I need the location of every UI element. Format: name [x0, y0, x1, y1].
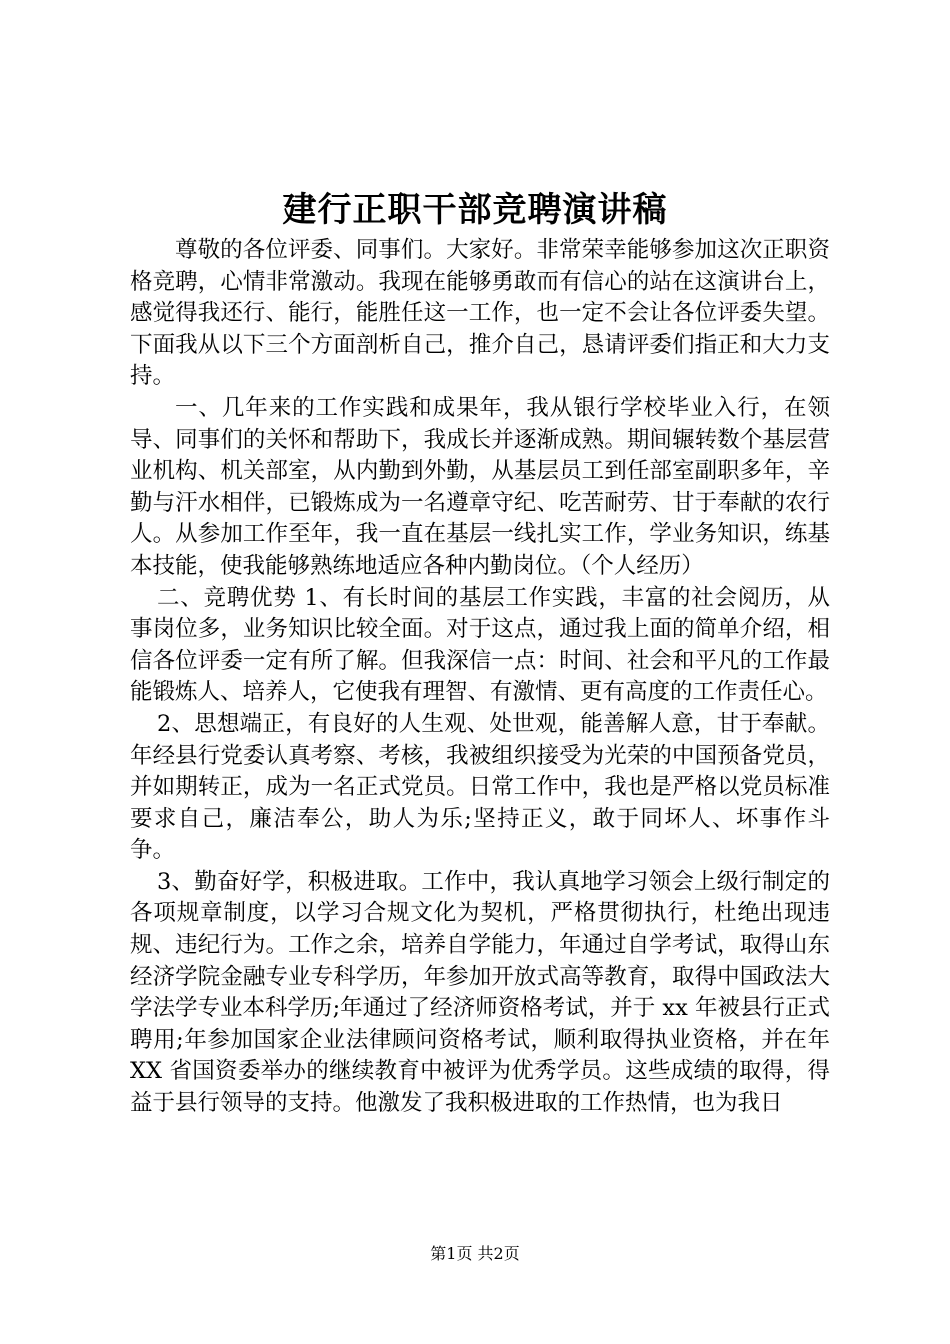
document-title: 建行正职干部竞聘演讲稿 — [282, 190, 668, 230]
paragraph-advantage-3: 3、勤奋好学，积极进取。工作中，我认真地学习领会上级行制定的各项规章制度，以学习合规文化为契机，严格贯彻执行，杜绝出现违规、违纪行为。工作之余，培养自学能力，年通过自学考试，取得山东经济学院金融专业专科学历，年参加开放式高等教育，取得中国政法大学法学专业本科学历;年通过了经济师资格考试，并于 xx 年被县行正式聘用;年参加国家企业法律顾问资格考试，顺利取得执业资格，并在年 XX 省国资委举办的继续教育中被评为优秀学员。这些成绩的取得，得益于县行领导的支持。他激发了我积极进取的工作热情，也为我日 — [130, 868, 830, 1117]
document-body — [130, 235, 830, 1120]
paragraph-advantage-1: 二、竞聘优势 1、有长时间的基层工作实践，丰富的社会阅历，从事岗位多，业务知识比较全面。对于这点，通过我上面的简单介绍，相信各位评委一定有所了解。但我深信一点：时间、社会和平凡的工作最能锻炼人、培养人，它使我有理智、有激情、更有高度的工作责任心。 — [130, 584, 830, 706]
paragraph-advantage-2: 2、思想端正，有良好的人生观、处世观，能善解人意，甘于奉献。年经县行党委认真考察、考核，我被组织接受为光荣的中国预备党员，并如期转正，成为一名正式党员。日常工作中，我也是严格以党员标准要求自己，廉洁奉公，助人为乐;坚持正义，敢于同坏人、坏事作斗争。 — [130, 710, 830, 864]
paragraph-experience: 一、几年来的工作实践和成果年，我从银行学校毕业入行，在领导、同事们的关怀和帮助下，我成长并逐渐成熟。期间辗转数个基层营业机构、机关部室，从内勤到外勤，从基层员工到任部室副职多年，辛勤与汗水相伴，已锻炼成为一名遵章守纪、吃苦耐劳、甘于奉献的农行人。从参加工作至年，我一直在基层一线扎实工作，学业务知识，练基本技能，使我能够熟练地适应各种内勤岗位。（个人经历） — [130, 394, 830, 579]
paragraph-greeting: 尊敬的各位评委、同事们。大家好。非常荣幸能够参加这次正职资格竞聘，心情非常激动。我现在能够勇敢而有信心的站在这演讲台上，感觉得我还行、能行，能胜任这一工作，也一定不会让各位评委失望。下面我从以下三个方面剖析自己，推介自己，恳请评委们指正和大力支持。 — [130, 237, 830, 390]
page-footer: 第1页 共2页 — [430, 1244, 520, 1263]
